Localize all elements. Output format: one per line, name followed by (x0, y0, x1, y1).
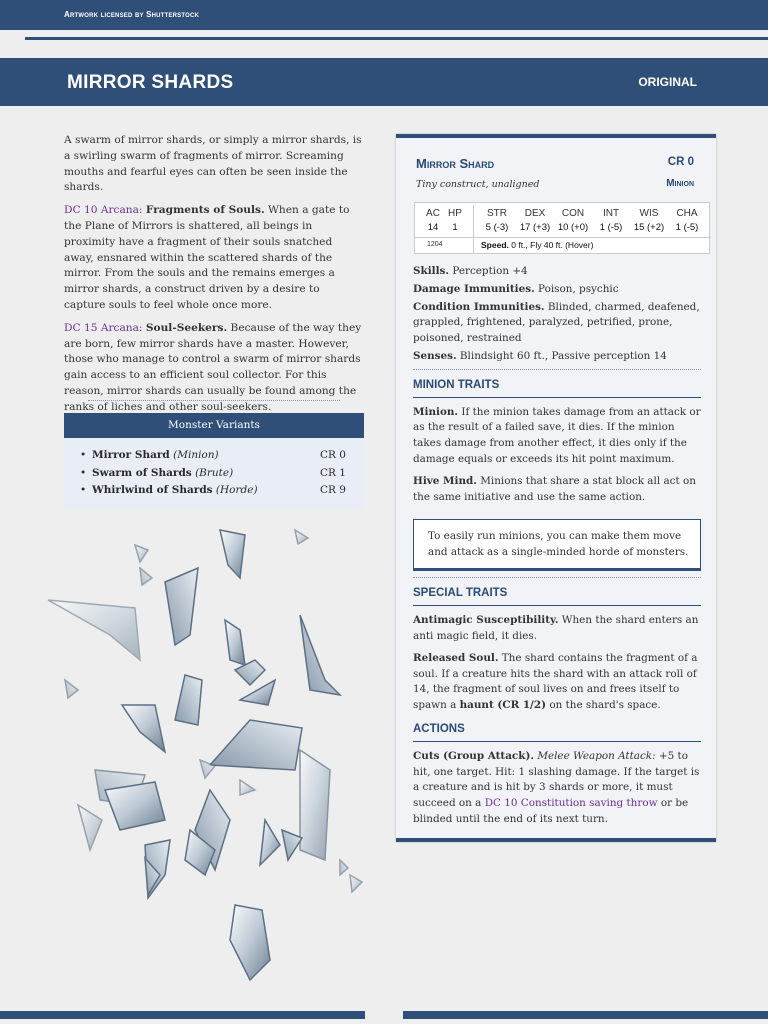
trait-name: Antimagic Susceptibility. (413, 614, 559, 627)
skills-value: Perception +4 (452, 265, 528, 277)
skills-line (413, 264, 701, 280)
lore-text: Because of the way they are born, few mirror shards have a master. However, those who manage to control a swarm of mirror shards gain access to an efficient soul collector. For this reason, mirror shards can usually be found among the ranks of liches and other soul-seekers. (64, 321, 362, 413)
trait-name: Released Soul. (413, 651, 499, 664)
trait-released-soul (413, 651, 701, 714)
ac-value: 14 (427, 222, 439, 233)
variant-role: (Horde) (215, 484, 258, 496)
trait-text: When the shard enters an anti magic field, it dies. (413, 614, 699, 642)
trait-antimagic (413, 613, 701, 645)
row-divider (415, 237, 711, 238)
speed-label: Speed. (481, 240, 509, 250)
creature-name: Mirror Shard (416, 156, 495, 171)
top-banner (0, 0, 768, 30)
int-header: INT (602, 208, 620, 219)
senses-label: Senses. (413, 349, 457, 362)
ability-scores (414, 202, 710, 254)
lore-text: When a gate to the Plane of Mirrors is shattered, all beings in proximity have a fragment of their souls snatched away, ensnared within the scattered shards of the mirror. From the souls and the remains emerges a mirror shards, a construct driven by a desire to capture souls to feel whole once more. (64, 204, 350, 311)
skills-label: Skills. (413, 265, 450, 277)
condition-immunities-line (413, 300, 701, 347)
variants-header: Monster Variants (64, 413, 364, 438)
senses-value: Blindsight 60 ft., Passive perception 14 (459, 349, 667, 362)
damage-immunities-line (413, 282, 701, 298)
header-divider (25, 37, 768, 40)
hp-value: 1 (452, 222, 458, 233)
column-divider (473, 205, 474, 253)
challenge-rating: CR 0 (667, 156, 694, 168)
haunt-reference: haunt (CR 1/2) (459, 699, 547, 712)
speed-value: 0 ft., Fly 40 ft. (Hover) (511, 240, 594, 250)
minion-tip-box: To easily run minions, you can make them move and attack as a single-minded horde of monsters. (413, 519, 701, 569)
mirror-shards-illustration (40, 520, 380, 1020)
dotted-divider (413, 369, 701, 370)
trait-text: Minions that share a stat block all act on the same initiative and use the same action. (413, 474, 696, 503)
variant-name: Mirror Shard (92, 449, 170, 461)
str-value: 5 (-3) (485, 222, 509, 233)
wis-value: 15 (+2) (633, 222, 665, 233)
hp-header: HP (448, 208, 462, 219)
saving-throw-dc: DC 10 Constitution saving throw (484, 797, 658, 810)
con-value: 10 (+0) (557, 222, 589, 233)
monster-variants-table (64, 413, 364, 509)
variant-cr: CR 9 (320, 484, 346, 496)
trait-hive-mind (413, 474, 701, 506)
dotted-divider (413, 577, 701, 578)
footer-bar-right (403, 1011, 768, 1019)
action-name: Cuts (Group Attack). (413, 749, 534, 762)
attack-type: Melee Weapon Attack: (537, 749, 656, 762)
str-header: STR (487, 208, 507, 219)
cha-header: CHA (676, 208, 698, 219)
special-traits-heading: SPECIAL TRAITS (413, 586, 701, 606)
lore-paragraph (64, 203, 364, 314)
speed-line (481, 240, 593, 250)
stat-body (413, 264, 701, 830)
trait-name: Minion. (413, 405, 459, 418)
damage-immunities-value: Poison, psychic (538, 282, 619, 295)
actions-heading: ACTIONS (413, 722, 701, 742)
trait-text: If the minion takes damage from an attack or as the result of a failed save, it dies. If the minion takes damage from another effect, it dies only if the damage equals or exceeds its hit point maximum. (413, 405, 701, 465)
action-text: +5 to hit, one target. Hit: 1 slashing damage. If the target is a creature and is hit by 3 shards or more, it must succeed on a (413, 749, 700, 810)
variant-name: Swarm of Shards (92, 466, 192, 479)
condition-immunities-value: Blinded, charmed, deafened, grappled, frightened, paralyzed, petrified, prone, poisoned, restrained (413, 300, 700, 345)
creature-role: Minion (666, 178, 694, 189)
con-header: CON (561, 208, 585, 219)
list-item (80, 482, 364, 500)
footer-bar-left (0, 1011, 365, 1019)
list-item (80, 447, 364, 465)
title-bar (0, 58, 768, 106)
variant-name: Whirlwind of Shards (92, 484, 213, 496)
damage-immunities-label: Damage Immunities. (413, 282, 535, 295)
variant-cr: CR 1 (320, 466, 346, 479)
trait-name: Hive Mind. (413, 474, 477, 487)
lore-heading: Fragments of Souls. (145, 204, 265, 217)
dotted-divider (88, 400, 340, 401)
lore-heading: Soul-Seekers. (145, 321, 228, 334)
senses-line (413, 349, 701, 365)
cha-value: 1 (-5) (675, 222, 699, 233)
dex-header: DEX (524, 208, 546, 219)
hp-subtext: 1204 (427, 241, 443, 248)
lore-paragraph (64, 321, 364, 416)
page-title: MIRROR SHARDS (67, 72, 234, 93)
wis-header: WIS (639, 208, 659, 219)
variant-cr: CR 0 (320, 449, 346, 461)
int-value: 1 (-5) (599, 222, 623, 233)
condition-immunities-label: Condition Immunities. (413, 300, 545, 313)
dc-check: DC 15 Arcana: (64, 321, 143, 334)
artwork-credit: Artwork licensed by Shutterstock (64, 10, 200, 19)
action-text-tail: or be blinded until the end of its next turn. (413, 797, 689, 825)
list-item (80, 465, 364, 483)
creature-type: Tiny construct, unaligned (416, 179, 540, 190)
dc-check: DC 10 Arcana: (64, 204, 143, 217)
stat-block (396, 134, 716, 842)
intro-paragraph: A swarm of mirror shards, or simply a mirror shards, is a swirling swarm of fragments of mirror. Screaming mouths and fearful eyes can often be seen inside the shards. (64, 134, 362, 194)
lore-column (64, 133, 364, 423)
variant-role: (Minion) (173, 449, 219, 461)
trait-text: The shard contains the fragment of a soul. If a creature hits the shard with an attack roll of 14, the fragment of soul lives on and frees itself to spawn a (413, 651, 698, 712)
variant-role: (Brute) (195, 466, 234, 479)
dex-value: 17 (+3) (519, 222, 551, 233)
minion-traits-heading: MINION TRAITS (413, 378, 701, 398)
trait-text-tail: on the shard's space. (549, 699, 661, 712)
variants-list (64, 438, 364, 500)
ac-header: AC (426, 208, 440, 219)
trait-minion (413, 405, 701, 468)
action-cuts (413, 749, 701, 828)
original-tag: ORIGINAL (638, 75, 697, 89)
